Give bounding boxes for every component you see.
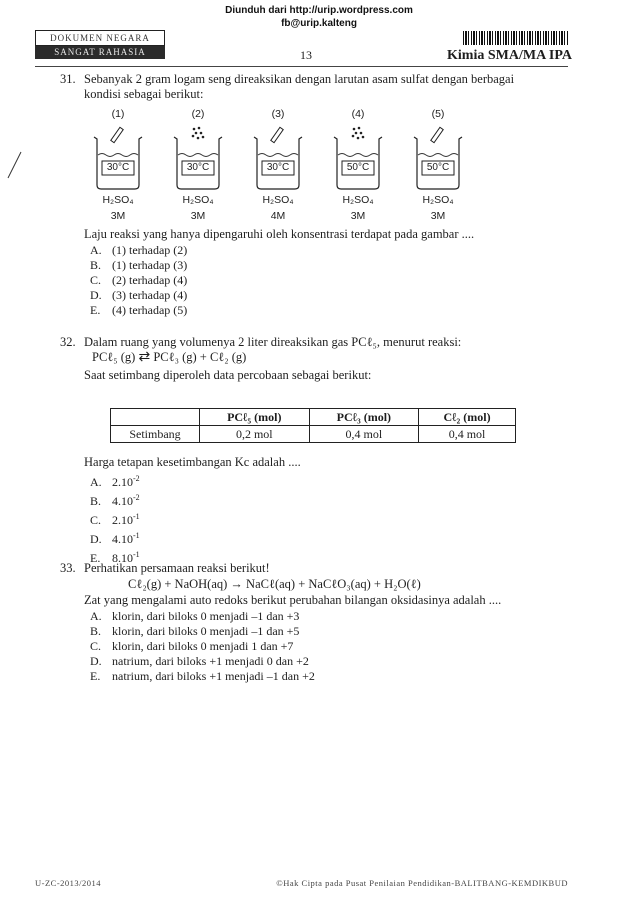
beaker-icon <box>408 121 468 193</box>
table-header <box>111 409 200 426</box>
zinc-strip-icon <box>271 127 283 142</box>
table-header: PCℓ₅ (mol) <box>200 409 310 426</box>
table-cell: 0,2 mol <box>200 426 310 443</box>
option-item: A. klorin, dari biloks 0 menjadi –1 dan +3 <box>90 609 300 623</box>
stamp-sangat-rahasia: SANGAT RAHASIA <box>35 46 165 59</box>
concentration-label: 3M <box>110 210 126 222</box>
beaker-2 <box>168 108 228 226</box>
q33-number: 33. <box>60 561 76 575</box>
pen-mark-icon <box>5 150 25 180</box>
temperature-label: 50°C <box>346 162 370 173</box>
concentration-label: 3M <box>350 210 366 222</box>
q33-equation: Cℓ₂(g) + NaOH(aq) → NaCℓ(aq) + NaCℓO₃(aq) + H₂O(ℓ) <box>128 577 421 591</box>
page-number: 13 <box>300 48 312 62</box>
beaker-label: (3) <box>271 108 285 120</box>
beaker-label: (4) <box>351 108 365 120</box>
q33-line2: Zat yang mengalami auto redoks berikut perubahan bilangan oksidasinya adalah .... <box>84 593 502 607</box>
option-item: E. $8.10^{-1}$ <box>90 550 140 565</box>
table-header: Cℓ₂ (mol) <box>419 409 516 426</box>
q32-question: Harga tetapan kesetimbangan Kc adalah .... <box>84 455 301 469</box>
concentration-label: 3M <box>430 210 446 222</box>
subject-title: Kimia SMA/MA IPA <box>447 48 572 63</box>
q33-options <box>90 609 315 684</box>
q31-line2: kondisi sebagai berikut: <box>84 87 204 101</box>
stamp-dokumen-negara: DOKUMEN NEGARA <box>35 30 165 46</box>
q32-number: 32. <box>60 335 76 349</box>
temperature-label: 30°C <box>106 162 130 173</box>
reaction-right: PCℓ₃ (g) + Cℓ₂ (g) <box>153 350 247 364</box>
option-item: D. natrium, dari biloks +1 menjadi 0 dan +2 <box>90 654 309 668</box>
option-item: A. (1) terhadap (2) <box>90 243 188 257</box>
option-item: B. klorin, dari biloks 0 menjadi –1 dan +5 <box>90 624 300 638</box>
q31-options <box>90 243 187 318</box>
temperature-label: 50°C <box>426 162 450 173</box>
solution-label: H₂SO₄ <box>182 194 214 206</box>
table-cell: 0,4 mol <box>419 426 516 443</box>
option-item: A. $2.10^{-2}$ <box>90 474 140 489</box>
option-item: E. natrium, dari biloks +1 menjadi –1 dan +2 <box>90 669 315 683</box>
q32-options <box>90 471 140 566</box>
beaker-figure <box>88 108 528 226</box>
watermark-fb: fb@urip.kalteng <box>281 18 357 29</box>
beaker-label: (1) <box>111 108 125 120</box>
header-divider <box>35 66 568 67</box>
beaker-3 <box>248 108 308 226</box>
table-header: PCℓ₃ (mol) <box>309 409 419 426</box>
watermark-url: Diunduh dari http://urip.wordpress.com <box>225 5 413 16</box>
concentration-label: 4M <box>270 210 286 222</box>
barcode-icon <box>463 31 568 45</box>
option-item: E. (4) terhadap (5) <box>90 303 188 317</box>
option-item: C. (2) terhadap (4) <box>90 273 188 287</box>
reaction-left: PCℓ₅ (g) <box>92 350 136 364</box>
equilibrium-table <box>110 408 516 443</box>
beaker-icon <box>328 121 388 193</box>
beaker-icon <box>168 121 228 193</box>
option-item: C. $2.10^{-1}$ <box>90 512 140 527</box>
zinc-strip-icon <box>111 127 123 142</box>
table-cell: Setimbang <box>111 426 200 443</box>
beaker-icon <box>88 121 148 193</box>
zinc-strip-icon <box>431 127 443 142</box>
beaker-4 <box>328 108 388 226</box>
q32-reaction <box>92 350 246 365</box>
solution-label: H₂SO₄ <box>102 194 134 206</box>
beaker-icon <box>248 121 308 193</box>
table-header-row <box>111 409 516 426</box>
footer-code: U-ZC-2013/2014 <box>35 878 102 888</box>
temperature-label: 30°C <box>186 162 210 173</box>
option-item: D. (3) terhadap (4) <box>90 288 188 302</box>
equilibrium-arrow-icon: ⇄ <box>138 350 151 365</box>
beaker-5 <box>408 108 468 226</box>
q33-line1: Perhatikan persamaan reaksi berikut! <box>84 561 270 575</box>
option-item: C. klorin, dari biloks 0 menjadi 1 dan +7 <box>90 639 294 653</box>
solution-label: H₂SO₄ <box>422 194 454 206</box>
solution-label: H₂SO₄ <box>342 194 374 206</box>
zinc-powder-icon <box>352 127 365 140</box>
q31-line1: Sebanyak 2 gram logam seng direaksikan dengan larutan asam sulfat dengan berbagai <box>84 72 515 86</box>
solution-label: H₂SO₄ <box>262 194 294 206</box>
q31-question: Laju reaksi yang hanya dipengaruhi oleh konsentrasi terdapat pada gambar .... <box>84 227 475 241</box>
table-cell: 0,4 mol <box>309 426 419 443</box>
watermark <box>0 4 638 30</box>
q32-line1: Dalam ruang yang volumenya 2 liter direaksikan gas PCℓ₅, menurut reaksi: <box>84 335 462 349</box>
zinc-powder-icon <box>192 127 205 140</box>
table-row <box>111 426 516 443</box>
option-item: D. $4.10^{-1}$ <box>90 531 140 546</box>
footer-copyright: ©Hak Cipta pada Pusat Penilaian Pendidikan-BALITBANG-KEMDIKBUD <box>276 878 568 888</box>
beaker-label: (2) <box>191 108 205 120</box>
beaker-label: (5) <box>431 108 445 120</box>
concentration-label: 3M <box>190 210 206 222</box>
q32-line2: Saat setimbang diperoleh data percobaan sebagai berikut: <box>84 368 372 382</box>
temperature-label: 30°C <box>266 162 290 173</box>
option-item: B. (1) terhadap (3) <box>90 258 188 272</box>
beaker-1 <box>88 108 148 226</box>
q31-number: 31. <box>60 72 76 86</box>
option-item: B. $4.10^{-2}$ <box>90 493 140 508</box>
